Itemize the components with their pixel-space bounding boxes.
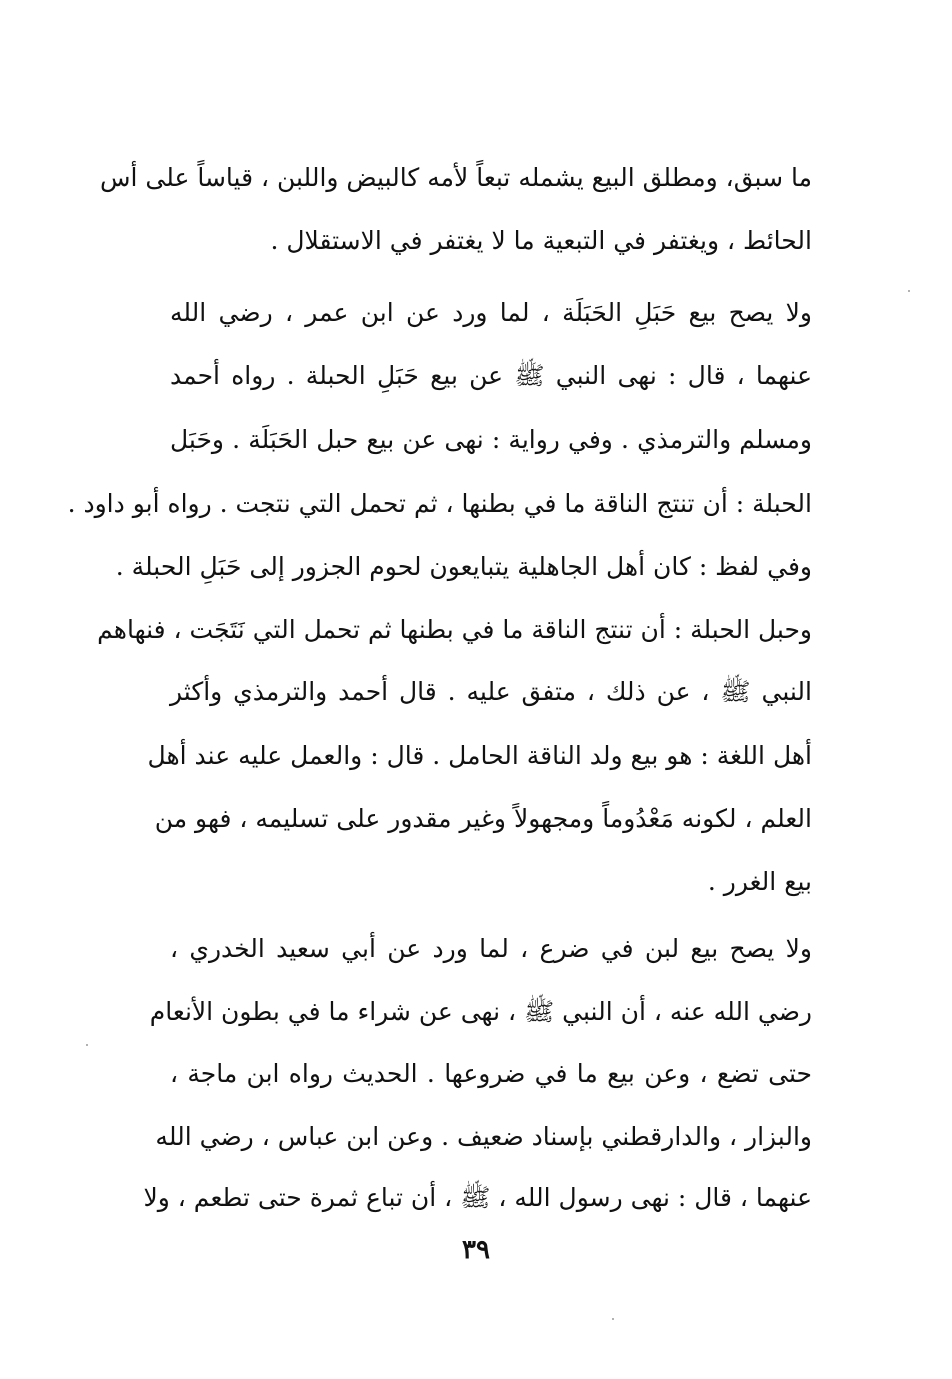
text-line: والبزار ، والدارقطني بإسناد ضعيف . وعن ابن عباس ، رضي الله: [155, 1122, 812, 1151]
text-line: عنهما ، قال : نهى النبي ﷺ عن بيع حَبَلِ الحبلة . رواه أحمد: [170, 361, 812, 390]
text-line: أهل اللغة : هو بيع ولد الناقة الحامل . قال : والعمل عليه عند أهل: [147, 741, 812, 770]
page-number: ٣٩: [462, 1235, 490, 1265]
text-line: وحبل الحبلة : أن تنتج الناقة ما في بطنها ثم تحمل التي نَتَجَت ، فنهاهم: [97, 615, 812, 644]
text-line: الحبلة : أن تنتج الناقة ما في بطنها ، ثم تحمل التي نتجت . رواه أبو داود .: [67, 489, 812, 518]
text-line: رضي الله عنه ، أن النبي ﷺ ، نهى عن شراء ما في بطون الأنعام: [149, 997, 812, 1026]
scan-speck: [612, 1318, 614, 1320]
text-line: وفي لفظ : كان أهل الجاهلية يتبايعون لحوم الجزور إلى حَبَلِ الحبلة .: [115, 552, 812, 581]
scan-speck: [86, 1044, 88, 1046]
text-line: ولا يصح بيع لبن في ضرع ، لما ورد عن أبي سعيد الخدري ،: [170, 934, 812, 963]
text-line: بيع الغرر .: [707, 867, 812, 896]
scan-speck: [908, 290, 910, 292]
text-line: ما سبق، ومطلق البيع يشمله تبعاً لأمه كالبيض واللبن ، قياساً على أس: [99, 163, 812, 192]
text-line: العلم ، لكونه مَعْدُوماً ومجهولاً وغير مقدور على تسليمه ، فهو من: [154, 804, 812, 833]
text-line: الحائط ، ويغتفر في التبعية ما لا يغتفر في الاستقلال .: [270, 226, 812, 255]
text-line: ولا يصح بيع حَبَلِ الحَبَلَة ، لما ورد عن ابن عمر ، رضي الله: [170, 298, 812, 327]
text-line: ومسلم والترمذي . وفي رواية : نهى عن بيع حبل الحَبَلَة . وحَبَل: [170, 425, 812, 454]
text-line: النبي ﷺ ، عن ذلك ، متفق عليه . قال أحمد والترمذي وأكثر: [170, 677, 812, 706]
text-line: حتى تضع ، وعن بيع ما في ضروعها . الحديث رواه ابن ماجة ،: [170, 1059, 812, 1088]
text-line: عنهما ، قال : نهى رسول الله ، ﷺ ، أن تباع ثمرة حتى تطعم ، ولا: [143, 1183, 812, 1212]
